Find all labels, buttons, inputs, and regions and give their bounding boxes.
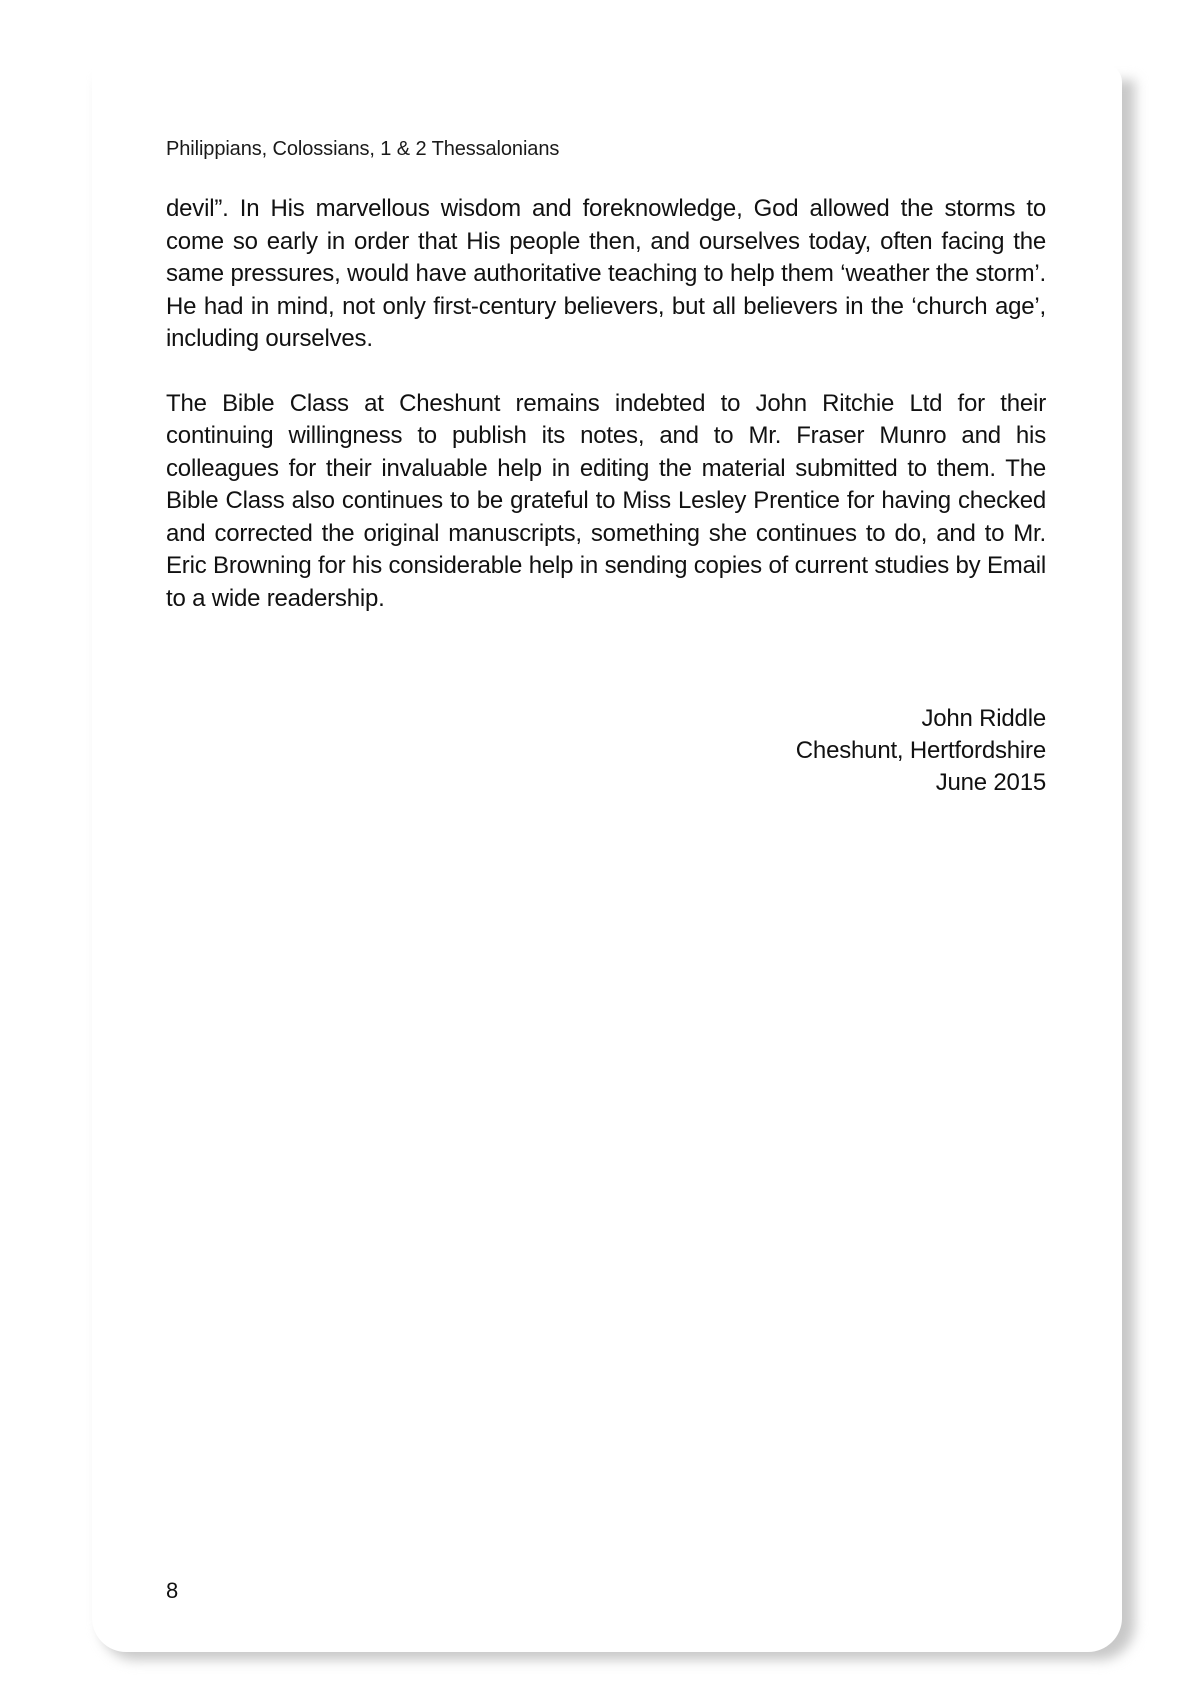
- signature-date: June 2015: [935, 769, 1046, 796]
- signature-place: Cheshunt, Hertfordshire: [795, 737, 1046, 764]
- signature-block: [796, 703, 1046, 799]
- paragraph: The Bible Class at Cheshunt remains indebted to John Ritchie Ltd for their continuing willingness to publish its notes, and to Mr. Fraser Munro and his colleagues for their invaluable help in editing the material submitted to them. The Bible Class also continues to be grateful to Miss Lesley Prentice for having checked and corrected the original manuscripts, something she continues to do, and to Mr. Eric Browning for his considerable help in sending copies of current studies by Email to a wide readership.: [166, 389, 1046, 612]
- signature-name: John Riddle: [921, 705, 1046, 732]
- running-header: Philippians, Colossians, 1 & 2 Thessalonians: [166, 138, 560, 160]
- body-text: [166, 193, 1046, 647]
- document-page: [92, 64, 1122, 1652]
- paragraph: devil”. In His marvellous wisdom and foreknowledge, God allowed the storms to come so early in order that His people then, and ourselves today, often facing the same pressures, would have authoritative teaching to help them ‘weather the storm’. He had in mind, not only first-century believers, but all believers in the ‘church age’, including ourselves.: [166, 195, 1046, 352]
- page-number: 8: [166, 1578, 179, 1603]
